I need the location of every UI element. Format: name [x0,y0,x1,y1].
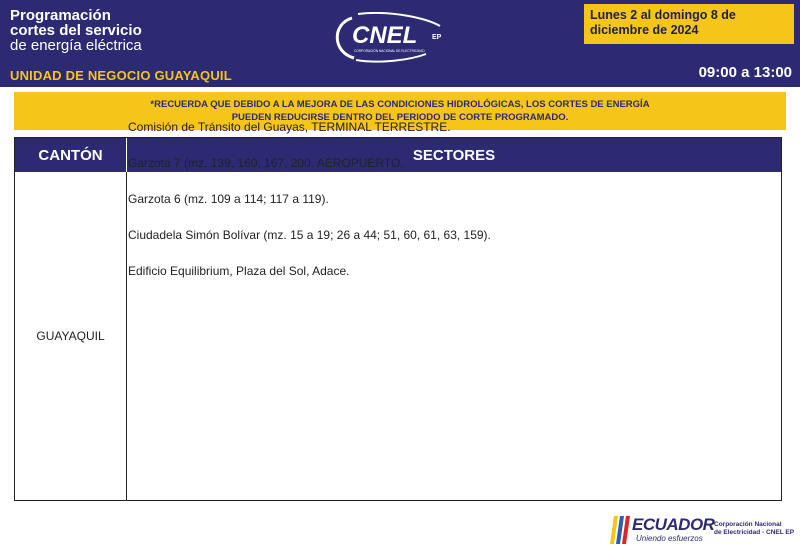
logo-text: CNEL [352,22,418,49]
header-sectores: SECTORES [412,146,496,164]
date-range-badge: Lunes 2 al domingo 8 de diciembre de 2024 [584,4,794,44]
sectors-list [128,120,748,300]
title-line-1: Programación [10,7,111,24]
logo-suffix: EP [432,34,442,41]
title-line-3: de energía eléctrica [10,37,142,54]
canton-cell: GUAYAQUIL [36,329,105,343]
cnel-logo [330,12,480,64]
list-item: Edificio Equilibrium, Plaza del Sol, Adace. [128,264,350,278]
title-line-2: cortes del servicio [10,22,142,39]
notice-line-2: PUEDEN REDUCIRSE DENTRO DEL PERIODO DE CORTE PROGRAMADO. [231,112,569,123]
corp-line-2: de Electricidad - CNEL EP [714,529,795,536]
page-title [10,8,142,53]
list-item: Comisión de Tránsito del Guayas, TERMINAL TERRESTRE. [128,120,451,134]
ecuador-tagline: Uniendo esfuerzos [636,534,703,543]
notice-line-1: *RECUERDA QUE DEBIDO A LA MEJORA DE LAS CONDICIONES HIDROLÓGICAS, LOS CORTES DE ENERGÍA [150,99,650,110]
ecuador-flag-icon [610,516,630,544]
header-banner [0,0,800,87]
corp-line-1: Corporación Nacional [714,521,782,528]
header-canton: CANTÓN [15,138,127,172]
list-item: Ciudadela Simón Bolívar (mz. 15 a 19; 26 a 44; 51, 60, 61, 63, 159). [128,228,491,242]
column-divider [126,172,127,500]
logo-subtext: CORPORACIÓN NACIONAL DE ELECTRICIDAD [354,49,425,53]
time-range: 09:00 a 13:00 [698,64,792,81]
footer-logo [610,514,795,546]
list-item: Garzota 6 (mz. 109 a 114; 117 a 119). [128,192,329,206]
business-unit: UNIDAD DE NEGOCIO GUAYAQUIL [10,68,232,83]
corporation-name [714,521,800,537]
list-item: Garzota 7 (mz. 139, 160, 167, 200. AEROPUERTO. [128,156,404,170]
ecuador-brand: ECUADOR [632,515,715,534]
